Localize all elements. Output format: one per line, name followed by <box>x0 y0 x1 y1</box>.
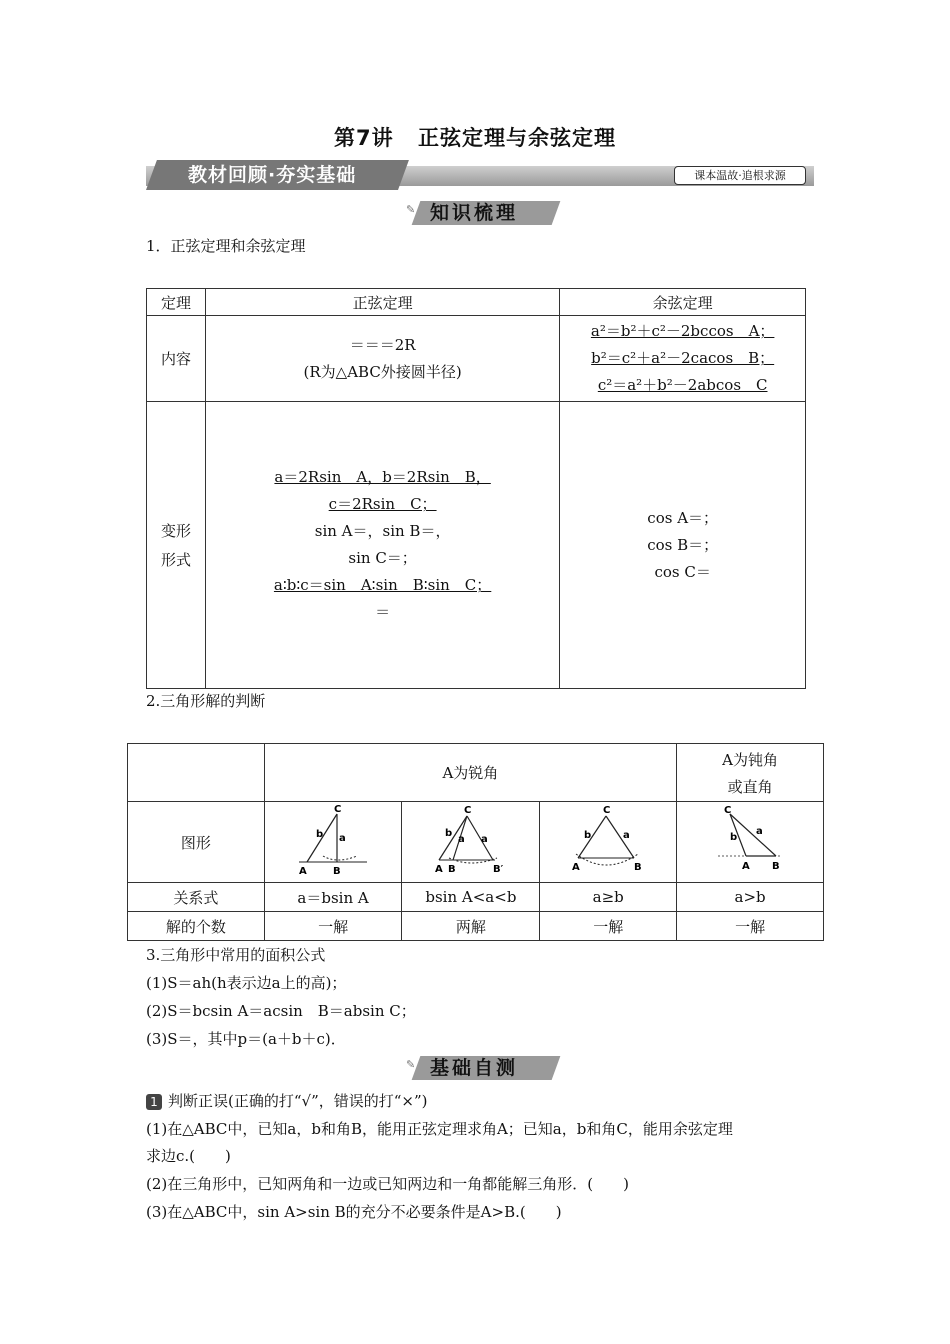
sine-variant-line: a∶b∶c＝sin A∶sin B∶sin C； <box>273 576 492 594</box>
sine-formula: ＝＝＝2R <box>349 335 416 354</box>
svg-text:B: B <box>634 862 642 873</box>
svg-text:B: B <box>772 861 780 872</box>
svg-text:C: C <box>334 804 342 815</box>
cosine-formula-c: c²＝a²＋b²－2abcos C <box>597 376 768 394</box>
cosine-formula-a: a²＝b²＋c²－2bccos A； <box>590 322 775 340</box>
row-label-figure: 图形 <box>128 802 265 883</box>
banner-left-text: 教材回顾·夯实基础 <box>188 164 357 186</box>
svg-text:A: A <box>572 862 580 873</box>
item3-label: 3.三角形中常用的面积公式 <box>146 946 326 964</box>
svg-text:a: a <box>756 826 763 837</box>
table2-corner <box>128 744 265 802</box>
triangle-figure-one <box>568 804 648 876</box>
quiz-intro: 1 判断正误(正确的打“√”，错误的打“×”) <box>146 1090 428 1111</box>
lesson-number: 第7讲 <box>334 126 394 150</box>
cosine-variant-line: cos B＝； <box>647 535 719 554</box>
svg-text:A: A <box>742 861 750 872</box>
svg-text:a: a <box>480 834 488 845</box>
row-label-count: 解的个数 <box>128 912 265 941</box>
sine-variant-cell <box>205 402 559 689</box>
sine-content-cell <box>205 316 559 402</box>
count-cell: 两解 <box>402 912 540 941</box>
sine-variant-line: ＝ <box>375 603 391 621</box>
relation-cell: a＝bsin A <box>264 883 402 912</box>
relation-cell: a>b <box>677 883 824 912</box>
figure-cell-1 <box>264 802 402 883</box>
triangle-figure-two <box>431 804 511 876</box>
header-acute: A为锐角 <box>264 744 676 802</box>
count-cell: 一解 <box>677 912 824 941</box>
table2-header-row <box>128 744 824 802</box>
svg-text:C: C <box>463 805 472 816</box>
table2-count-row <box>128 912 824 941</box>
sine-variant-line: c＝2Rsin C； <box>328 495 437 513</box>
quiz-q1-cont: 求边c.( ) <box>146 1147 231 1165</box>
area-formula-2: (2)S＝bcsin A＝acsin B＝absin C； <box>146 1002 416 1020</box>
cosine-formula-b: b²＝c²＋a²－2cacos B； <box>591 349 775 367</box>
pencil-icon: ✎ <box>406 1058 416 1071</box>
row-label-content: 内容 <box>147 316 206 402</box>
svg-text:A: A <box>299 866 307 876</box>
table-row-variant <box>147 402 806 689</box>
banner-right-tag: 课本温故·追根求源 <box>674 166 806 185</box>
svg-text:b: b <box>730 832 738 843</box>
table2-relation-row <box>128 883 824 912</box>
question-number-badge: 1 <box>146 1094 162 1110</box>
svg-text:B: B <box>333 866 341 876</box>
table-row-content <box>147 316 806 402</box>
figure-cell-2 <box>402 802 540 883</box>
svg-text:a: a <box>457 834 465 845</box>
section-heading-knowledge: ✎ 知识梳理 <box>406 199 566 229</box>
header-cosine: 余弦定理 <box>560 289 806 316</box>
page-title <box>0 122 950 152</box>
svg-text:b: b <box>444 828 453 839</box>
relation-cell: bsin A<a<b <box>402 883 540 912</box>
triangle-figure-obtuse <box>710 804 790 876</box>
cosine-variant-cell <box>560 402 806 689</box>
section-heading-selftest: ✎ 基础自测 <box>406 1054 566 1084</box>
cosine-content-cell <box>560 316 806 402</box>
figure-cell-4 <box>677 802 824 883</box>
sine-variant-line: sin C＝； <box>348 549 417 567</box>
svg-text:B′: B′ <box>492 864 504 875</box>
count-cell: 一解 <box>264 912 402 941</box>
sine-variant-line: sin A＝，sin B＝， <box>314 522 451 540</box>
triangle-figure-right <box>293 804 373 876</box>
quiz-q2: (2)在三角形中，已知两角和一边或已知两边和一角都能解三角形．( ) <box>146 1175 629 1193</box>
lesson-topic: 正弦定理与余弦定理 <box>417 126 616 150</box>
cosine-variant-line: cos C＝ <box>654 562 711 581</box>
quiz-q3: (3)在△ABC中，sin A>sin B的充分不必要条件是A>B.( ) <box>146 1203 562 1221</box>
pencil-icon: ✎ <box>406 203 416 216</box>
svg-text:a: a <box>623 830 630 841</box>
row-label-variant: 变形 形式 <box>147 402 206 689</box>
relation-cell: a≥b <box>540 883 677 912</box>
svg-text:B: B <box>447 864 456 875</box>
table2-figure-row <box>128 802 824 883</box>
cosine-variant-line: cos A＝； <box>647 508 719 527</box>
table-header-row <box>147 289 806 316</box>
row-label-relation: 关系式 <box>128 883 265 912</box>
svg-text:b: b <box>584 830 592 841</box>
header-sine: 正弦定理 <box>205 289 559 316</box>
header-obtuse: A为钝角 或直角 <box>677 744 824 802</box>
svg-text:C: C <box>724 805 732 816</box>
quiz-q1: (1)在△ABC中，已知a，b和角B，能用正弦定理求角A；已知a，b和角C，能用余弦定理 <box>146 1120 733 1138</box>
area-formula-3: (3)S＝，其中p＝(a＋b＋c)． <box>146 1030 346 1048</box>
item1-label: 1．正弦定理和余弦定理 <box>146 237 306 255</box>
item2-label: 2.三角形解的判断 <box>146 692 266 710</box>
area-formula-1: (1)S＝ah(h表示边a上的高)； <box>146 974 347 992</box>
sine-variant-line: a＝2Rsin A，b＝2Rsin B， <box>274 468 491 486</box>
solution-table <box>127 743 824 941</box>
header-theorem: 定理 <box>147 289 206 316</box>
theorem-table <box>146 288 806 689</box>
svg-text:b: b <box>316 829 324 840</box>
sine-note: (R为△ABC外接圆半径) <box>303 362 462 381</box>
svg-text:a: a <box>339 833 346 844</box>
count-cell: 一解 <box>540 912 677 941</box>
svg-text:A: A <box>434 864 443 875</box>
figure-cell-3 <box>540 802 677 883</box>
svg-text:C: C <box>603 805 611 816</box>
